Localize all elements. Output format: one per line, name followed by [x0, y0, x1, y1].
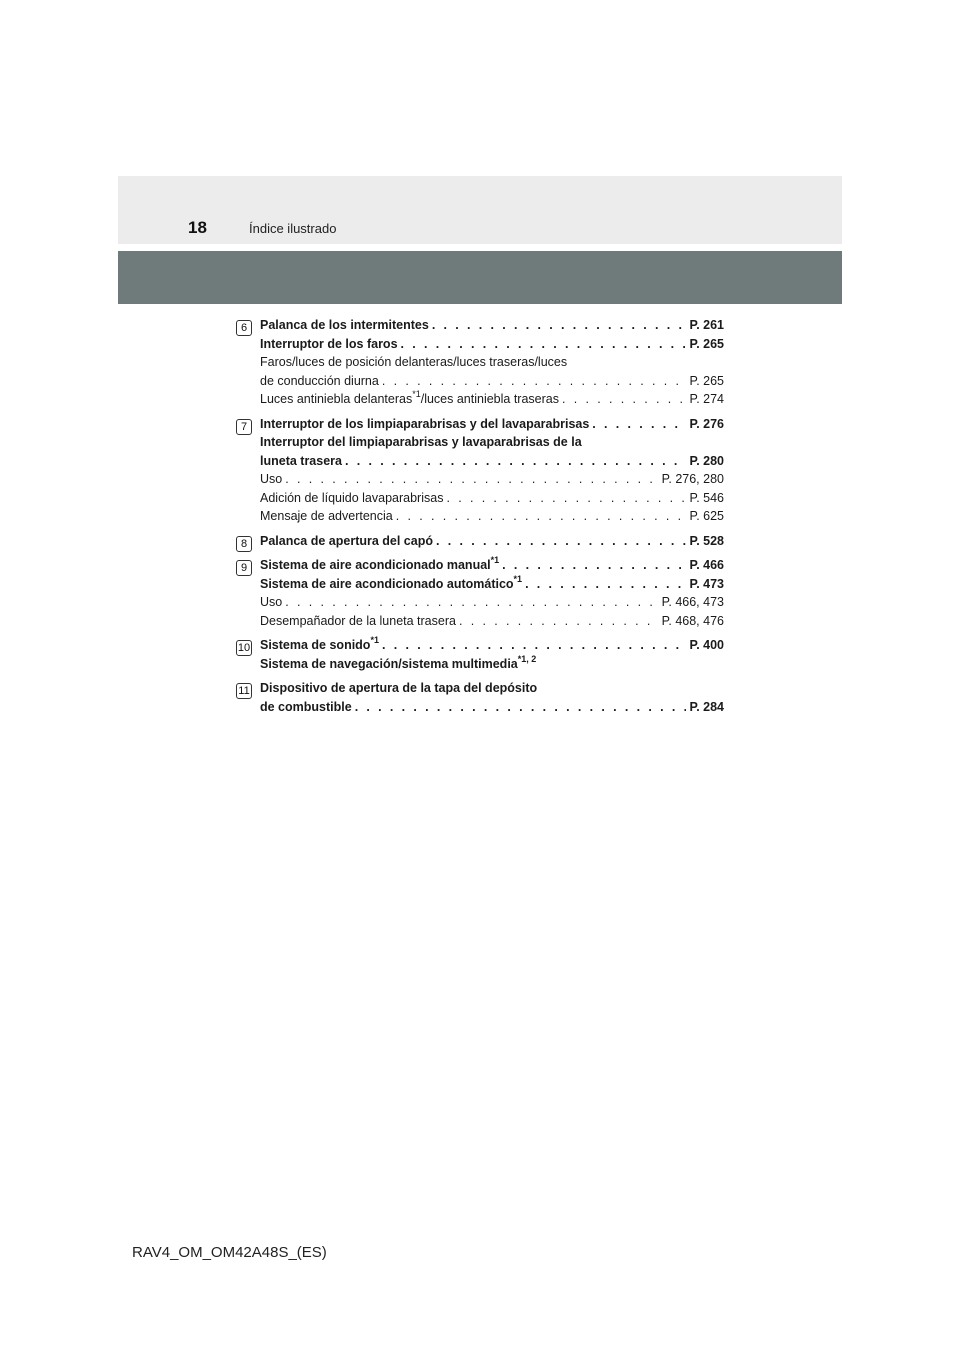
- dot-leader: [396, 509, 687, 523]
- index-line: [260, 653, 724, 676]
- page-reference: P. 265: [689, 373, 724, 388]
- index-line-text: [260, 635, 379, 652]
- page-number: 18: [188, 218, 207, 237]
- index-line-text: [260, 573, 523, 591]
- index-line-label: de combustible: [260, 699, 352, 714]
- index-line-text: [260, 555, 500, 572]
- dot-leader: [562, 392, 686, 406]
- dot-leader: [382, 638, 687, 652]
- page-header: [118, 176, 842, 244]
- index-line-text: [260, 595, 282, 609]
- footnote-marker: *1: [370, 635, 379, 645]
- page-reference: P. 265: [689, 336, 724, 351]
- index-entry: [236, 417, 724, 528]
- index-line: [260, 318, 724, 337]
- index-line: [260, 417, 724, 436]
- index-line-label-continued: /luces antiniebla traseras: [420, 392, 559, 406]
- index-line: [260, 534, 724, 553]
- index-line: [260, 355, 724, 374]
- index-line-text: [260, 472, 282, 486]
- index-line-text: [260, 614, 456, 628]
- dot-leader: [459, 614, 659, 628]
- page-reference: P. 276, 280: [661, 472, 724, 486]
- index-entry: [236, 318, 724, 411]
- dot-leader: [446, 491, 686, 505]
- index-entry: [236, 555, 724, 632]
- document-code: RAV4_OM_OM42A48S_(ES): [132, 1244, 327, 1261]
- index-line: [260, 573, 724, 596]
- index-line-text: [260, 355, 567, 369]
- page-reference: P. 546: [689, 490, 724, 505]
- index-line: [260, 337, 724, 356]
- page-reference: P. 274: [689, 392, 724, 406]
- index-line-label: Interruptor de los faros: [260, 336, 398, 351]
- index-line: [260, 509, 724, 528]
- page-reference: P. 284: [689, 699, 724, 714]
- index-line: [260, 374, 724, 393]
- entry-number-badge: 7: [236, 419, 252, 435]
- footnote-marker: *1, 2: [517, 653, 537, 664]
- entry-number-badge: 9: [236, 560, 252, 576]
- dot-leader: [285, 472, 658, 486]
- index-entry: [236, 635, 724, 675]
- index-line-label: Sistema de navegación/sistema multimedia: [260, 656, 518, 671]
- index-line: [260, 635, 724, 657]
- index-line-text: [260, 337, 398, 351]
- index-line-text: [260, 653, 537, 671]
- index-line: [260, 491, 724, 510]
- index-line-label: Sistema de aire acondicionado manual: [260, 558, 491, 572]
- dot-leader: [432, 318, 687, 332]
- index-line-label: Interruptor de los limpiaparabrisas y del lavaparabrisas: [260, 416, 590, 431]
- index-line-label: Uso: [260, 595, 283, 609]
- index-line-label: Palanca de apertura del capó: [260, 533, 433, 548]
- index-entry: [236, 534, 724, 553]
- footnote-marker: *1: [513, 573, 523, 584]
- footnote-marker: *1: [490, 555, 500, 565]
- page-reference: P. 261: [689, 318, 724, 332]
- dot-leader: [285, 595, 658, 609]
- entry-number-badge: 8: [236, 536, 252, 552]
- index-line-label: Faros/luces de posición delanteras/luces traseras/luces: [260, 355, 568, 369]
- dot-leader: [436, 534, 686, 548]
- index-line-text: [260, 435, 582, 449]
- index-line-label: Sistema de sonido: [260, 638, 371, 652]
- index-line-text: [260, 417, 589, 431]
- index-line-text: [260, 454, 342, 468]
- index-content: [236, 318, 724, 724]
- index-line: [260, 681, 724, 700]
- dot-leader: [525, 577, 686, 591]
- page-reference: P. 625: [689, 509, 724, 523]
- section-title: Índice ilustrado: [249, 221, 337, 236]
- dot-leader: [401, 337, 687, 351]
- index-line: [260, 435, 724, 454]
- index-line-label: Palanca de los intermitentes: [260, 318, 429, 332]
- index-line-label: Uso: [260, 472, 283, 486]
- index-line-label: Luces antiniebla delanteras: [260, 392, 413, 406]
- entry-number-badge: 11: [236, 683, 252, 699]
- index-line-text: [260, 681, 537, 695]
- index-line-label: Dispositivo de apertura de la tapa del depósito: [260, 681, 538, 695]
- page-reference: P. 468, 476: [661, 613, 724, 628]
- dot-leader: [382, 374, 687, 388]
- index-line-label: Adición de líquido lavaparabrisas: [260, 490, 444, 505]
- dot-leader: [502, 558, 686, 572]
- index-line: [260, 454, 724, 473]
- footnote-marker: *1: [412, 389, 421, 399]
- index-line: [260, 595, 724, 614]
- index-line-label: Mensaje de advertencia: [260, 509, 393, 523]
- index-line: [260, 389, 724, 411]
- index-line-text: [260, 318, 429, 332]
- index-line-text: [260, 491, 443, 505]
- page-reference: P. 280: [689, 453, 724, 468]
- index-line: [260, 614, 724, 633]
- index-entry: [236, 681, 724, 718]
- page-reference: P. 528: [689, 533, 724, 548]
- page-reference: P. 466, 473: [661, 595, 724, 609]
- index-line-text: [260, 534, 433, 548]
- dot-leader: [355, 700, 687, 714]
- index-line: [260, 555, 724, 577]
- index-line-label: Desempañador de la luneta trasera: [260, 613, 456, 628]
- entry-number-badge: 10: [237, 642, 251, 654]
- index-line: [260, 472, 724, 491]
- index-line-label: Sistema de aire acondicionado automático: [260, 576, 514, 591]
- page-reference: P. 400: [689, 638, 724, 652]
- index-line-label: luneta trasera: [260, 453, 342, 468]
- index-line-text: [260, 700, 352, 714]
- index-line-text: [260, 374, 379, 388]
- index-line-label: de conducción diurna: [260, 373, 379, 388]
- page-reference: P. 473: [689, 576, 724, 591]
- page-reference: P. 276: [689, 416, 724, 431]
- page-reference: P. 466: [689, 558, 724, 572]
- index-line: [260, 700, 724, 719]
- entry-number-badge: 6: [236, 320, 252, 336]
- index-line-label: Interruptor del limpiaparabrisas y lavaparabrisas de la: [260, 435, 582, 449]
- header-banner: [118, 251, 842, 304]
- dot-leader: [345, 454, 686, 468]
- index-line-text: [260, 389, 559, 406]
- dot-leader: [592, 417, 686, 431]
- index-line-text: [260, 509, 393, 523]
